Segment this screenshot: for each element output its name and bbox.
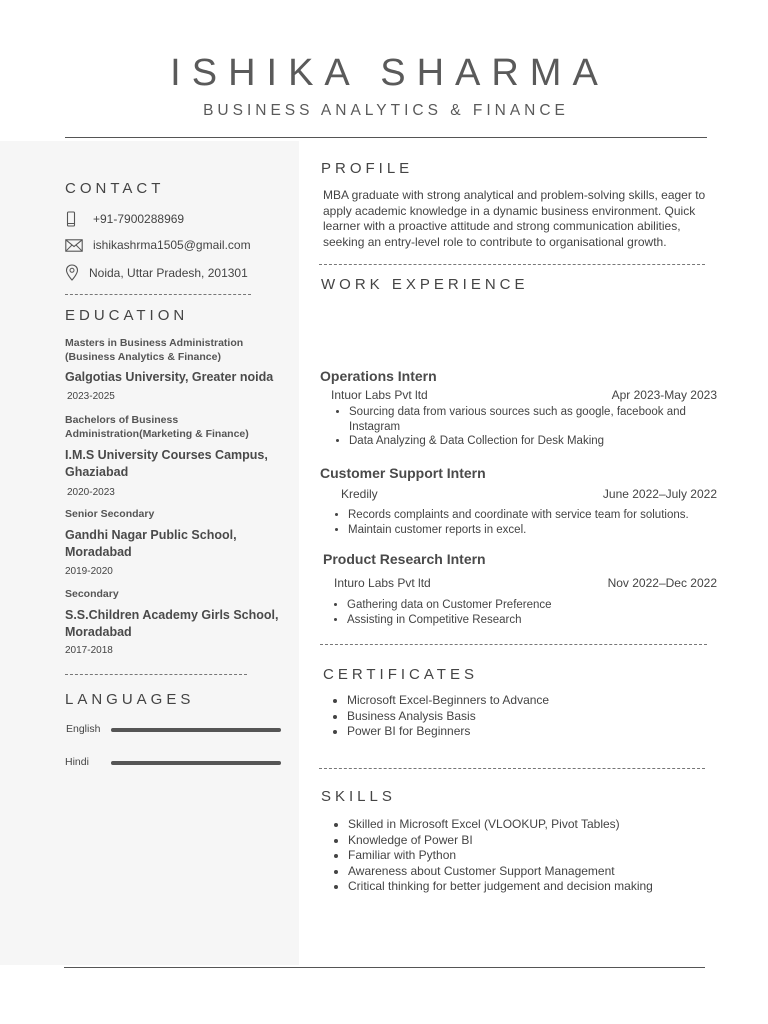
header-divider <box>65 137 707 138</box>
education-school: S.S.Children Academy Girls School, Moradabad <box>65 608 279 639</box>
job-dates: Nov 2022–Dec 2022 <box>607 576 717 590</box>
education-year: 2020-2023 <box>67 487 115 498</box>
education-year: 2019-2020 <box>65 566 113 577</box>
contact-email <box>65 238 251 252</box>
contact-location <box>65 264 248 281</box>
certificates-divider <box>319 768 705 769</box>
list-item: • Assisting in Competitive Research <box>347 613 727 628</box>
language-name: English <box>66 723 101 735</box>
job-bullets <box>333 405 721 449</box>
list-item: • Business Analysis Basis <box>347 709 727 725</box>
language-level-bar <box>111 761 281 765</box>
education-item <box>65 507 275 577</box>
language-level-fill <box>111 728 281 732</box>
list-item: • Awareness about Customer Support Management <box>348 864 728 880</box>
job-title: Customer Support Intern <box>320 465 486 481</box>
certificates-title: CERTIFICATES <box>323 666 478 683</box>
list-item: • Data Analyzing & Data Collection for Desk Making <box>349 434 721 449</box>
list-item: • Knowledge of Power BI <box>348 833 728 849</box>
education-degree: Bachelors of Business Administration(Marketing & Finance) <box>65 414 249 440</box>
skills-list <box>332 817 728 895</box>
list-item: • Records complaints and coordinate with service team for solutions. <box>348 508 728 523</box>
education-item <box>65 587 280 656</box>
contact-title: CONTACT <box>65 180 165 197</box>
contact-location-text: Noida, Uttar Pradesh, 201301 <box>89 265 248 280</box>
profile-title: PROFILE <box>321 160 414 177</box>
education-item <box>65 413 280 498</box>
list-item: • Familiar with Python <box>348 848 728 864</box>
skills-title: SKILLS <box>321 788 396 805</box>
location-pin-icon <box>65 264 89 281</box>
language-name: Hindi <box>65 756 89 768</box>
certificates-list <box>331 693 727 740</box>
list-item: • Gathering data on Customer Preference <box>347 598 727 613</box>
mail-icon <box>65 239 93 252</box>
job-title: Operations Intern <box>320 368 437 384</box>
education-school: Gandhi Nagar Public School, Moradabad <box>65 528 237 559</box>
list-item: • Power BI for Beginners <box>347 724 727 740</box>
language-level-fill <box>111 761 281 765</box>
contact-phone <box>65 211 184 227</box>
contact-phone-text: +91-7900288969 <box>93 212 185 226</box>
education-divider <box>65 674 247 675</box>
list-item: • Sourcing data from various sources such as google, facebook and Instagram <box>349 405 721 434</box>
footer-divider <box>64 967 705 968</box>
education-title: EDUCATION <box>65 307 189 324</box>
job-company: Intuor Labs Pvt ltd <box>331 388 428 402</box>
list-item: • Microsoft Excel-Beginners to Advance <box>347 693 727 709</box>
job-company: Kredily <box>341 487 378 501</box>
list-item: • Skilled in Microsoft Excel (VLOOKUP, Pivot Tables) <box>348 817 728 833</box>
job-title: Product Research Intern <box>323 551 486 567</box>
experience-divider <box>320 644 707 645</box>
list-item: • Critical thinking for better judgement and decision making <box>348 879 728 895</box>
experience-title: WORK EXPERIENCE <box>321 276 529 293</box>
languages-title: LANGUAGES <box>65 691 195 708</box>
education-degree: Masters in Business Administration (Business Analytics & Finance) <box>65 337 244 363</box>
profile-divider <box>319 264 705 265</box>
education-year: 2023-2025 <box>67 390 115 402</box>
job-company: Inturo Labs Pvt ltd <box>334 576 431 590</box>
language-level-bar <box>111 728 281 732</box>
candidate-role: BUSINESS ANALYTICS & FINANCE <box>203 102 569 119</box>
education-school: I.M.S University Courses Campus, Ghaziabad <box>65 448 268 479</box>
candidate-name: ISHIKA SHARMA <box>170 52 609 94</box>
job-dates: June 2022–July 2022 <box>602 487 717 501</box>
contact-email-text: ishikashrma1505@gmail.com <box>93 238 251 252</box>
job-bullets <box>332 508 728 537</box>
job-dates: Apr 2023-May 2023 <box>611 388 717 402</box>
profile-summary: MBA graduate with strong analytical and problem-solving skills, eager to apply academic knowledge in a dynamic business environment. Quick learner with a proactive attitude and strong communication abilities, seeking an entry-level role to contribute to organisational growth. <box>323 188 706 249</box>
education-degree: Secondary <box>65 588 119 600</box>
education-school: Galgotias University, Greater noida <box>65 370 274 384</box>
education-degree: Senior Secondary <box>65 508 155 520</box>
list-item: • Maintain customer reports in excel. <box>348 523 728 538</box>
phone-icon <box>65 211 93 227</box>
education-year: 2017-2018 <box>65 645 113 656</box>
contact-divider <box>65 294 251 295</box>
education-item <box>65 336 275 402</box>
job-bullets <box>331 598 727 627</box>
